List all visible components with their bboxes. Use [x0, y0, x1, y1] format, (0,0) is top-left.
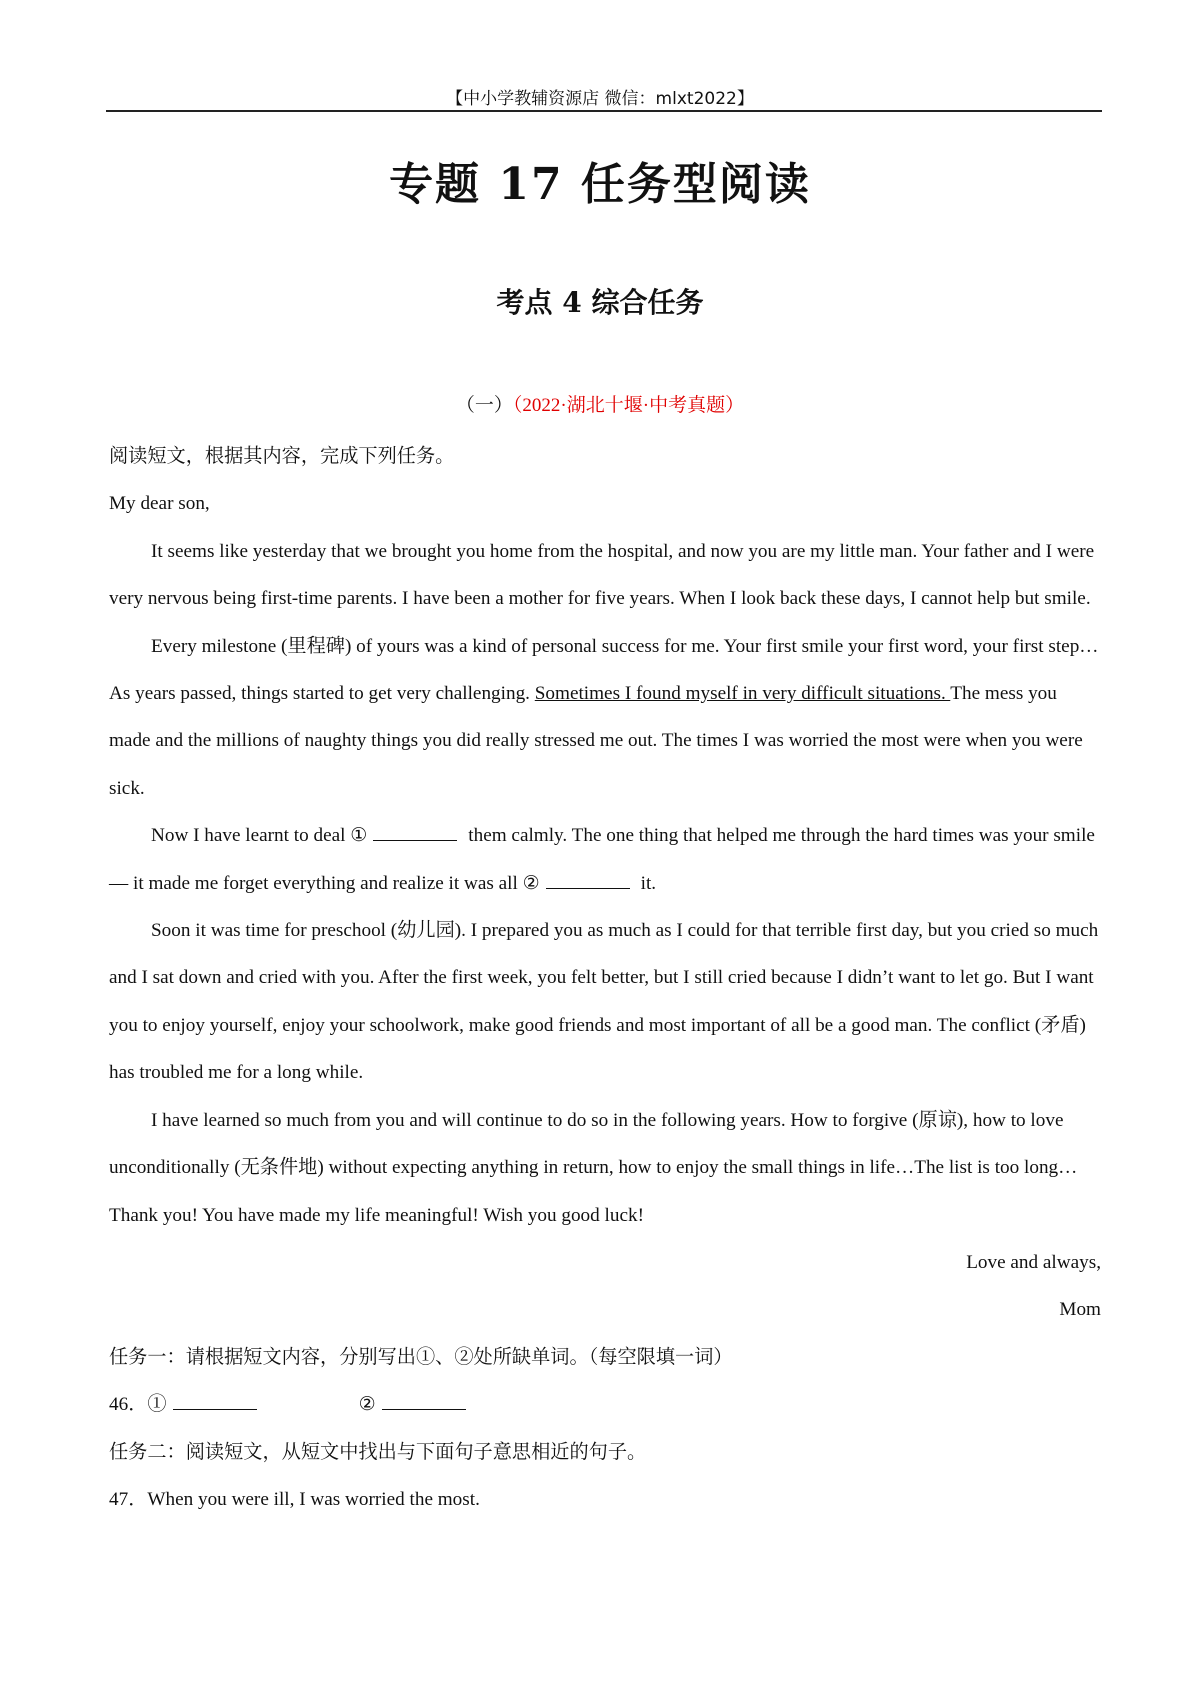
blank-marker-1: ①: [350, 825, 368, 847]
letter-signature: Mom: [1059, 1299, 1101, 1321]
task-2-instruction: 任务二：阅读短文，从短文中找出与下面句子意思相近的句子。: [109, 1441, 647, 1463]
letter-closing: Love and always,: [966, 1251, 1101, 1273]
header-divider: [106, 110, 1102, 112]
main-title: 专题 17 任务型阅读: [389, 159, 811, 210]
page-header: 【中小学教辅资源店 微信：mlxt2022】: [446, 89, 754, 109]
blank-1: [373, 823, 457, 841]
letter-salutation: My dear son,: [109, 493, 210, 515]
paragraph-3-text-a: Now I have learnt to deal: [151, 825, 351, 847]
paragraph-2-text-a: Every milestone (里程碑) of yours was a kind of personal success for me. Your first smile your first word, your first step…As years passed, things started to get very challenging.: [109, 635, 1099, 705]
paragraph-1: It seems like yesterday that we brought you home from the hospital, and now you are my little man. Your father and I were very nervous being first-time parents. I have been a mother for five years. When I look back these days, I cannot help but smile.: [109, 540, 1095, 610]
question-46: [109, 1381, 1101, 1428]
paragraph-2: [109, 623, 1101, 813]
answer-marker-2: ②: [358, 1394, 376, 1416]
section-subtitle: 考点 4 综合任务: [496, 286, 704, 319]
answer-marker-1: ①: [147, 1394, 167, 1416]
task-1-instruction: 任务一：请根据短文内容，分别写出①、②处所缺单词。（每空限填一词）: [109, 1346, 733, 1368]
underlined-sentence: Sometimes I found myself in very difficult situations.: [534, 683, 951, 705]
question-source-line: [0, 390, 1200, 417]
passage-body: [109, 433, 1101, 1523]
blank-marker-2: ②: [522, 872, 540, 894]
question-source: （2022·湖北十堰·中考真题）: [512, 395, 745, 416]
question-47: 47．When you were ill, I was worried the most.: [109, 1488, 480, 1510]
blank-2: [546, 871, 630, 889]
answer-blank-1: [173, 1392, 257, 1410]
paragraph-5: I have learned so much from you and will continue to do so in the following years. How to forgive (原谅), how to love unconditionally (无条件地) without expecting anything in return, how to enjoy the small things in life…The list is too long…Thank you! You have made my life meaningful! Wish you good luck!: [109, 1109, 1078, 1226]
section-number: （一）: [455, 395, 513, 416]
paragraph-2-text-b: The mess you made and the millions of naughty things you did really stressed me out. The times I was worried the most were when you were sick.: [109, 683, 1083, 799]
paragraph-4: Soon it was time for preschool (幼儿园). I prepared you as much as I could for that terrible first day, but you cried so much and I sat down and cried with you. After the first week, you felt better, but I still cried because I didn’t want to let go. But I want you to enjoy yourself, enjoy your schoolwork, make good friends and most important of all be a good man. The conflict (矛盾) has troubled me for a long while.: [109, 920, 1099, 1084]
paragraph-3-text-c: it.: [635, 872, 657, 894]
instruction-text: 阅读短文，根据其内容，完成下列任务。: [109, 446, 455, 467]
paragraph-3: [109, 812, 1101, 907]
answer-blank-2: [382, 1392, 466, 1410]
paragraph-3-text-b: them calmly. The one thing that helped me through the hard times was your smile — it made me forget everything and realize it was all: [109, 825, 1095, 894]
question-46-number: 46．: [109, 1394, 148, 1416]
